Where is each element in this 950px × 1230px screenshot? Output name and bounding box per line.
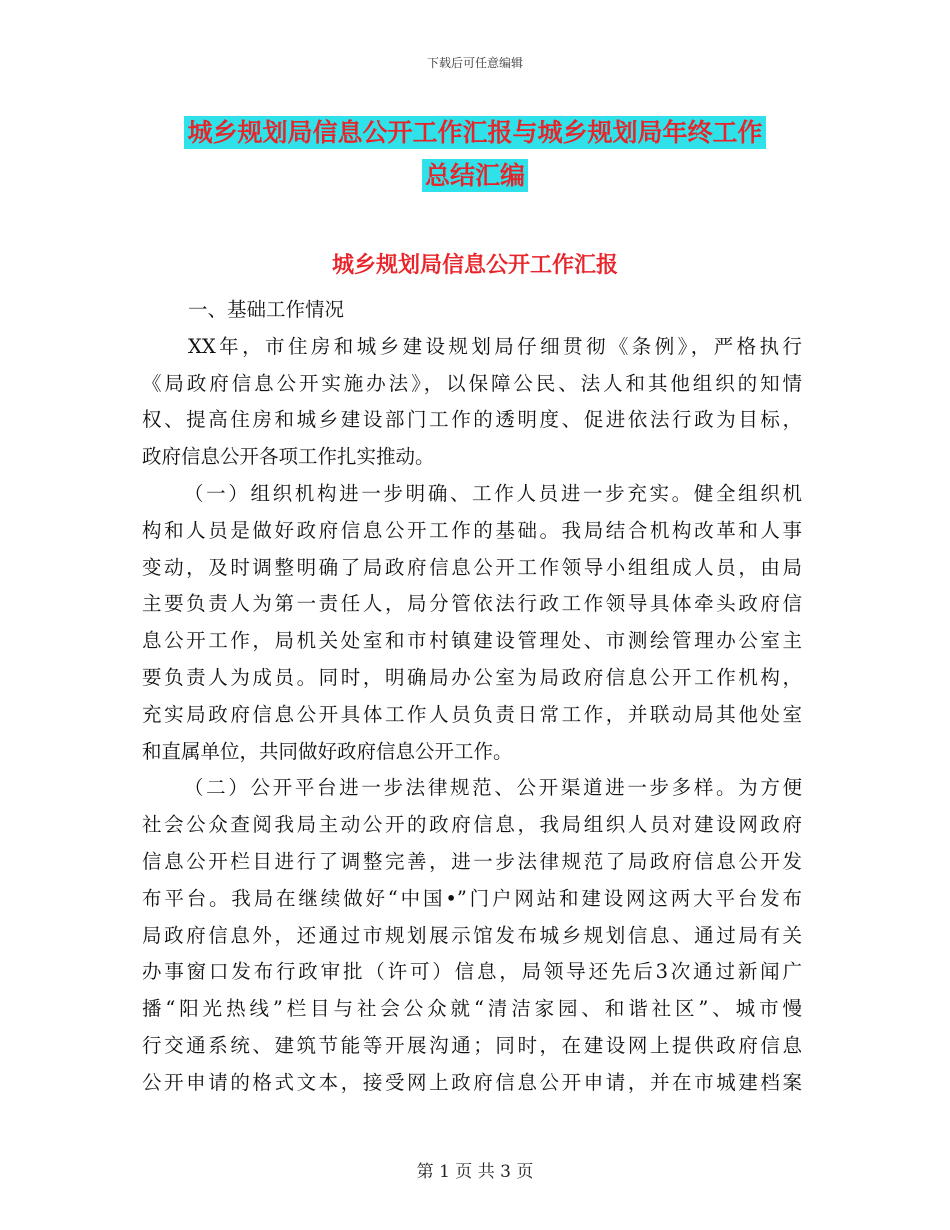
paragraph-platform (142, 770, 802, 1101)
paragraph-line: 办事窗口发布行政审批（许可）信息，局领导还先后3次通过新闻广 (142, 960, 802, 984)
page-footer: 第 1 页 共 3 页 (416, 1162, 534, 1182)
heading-line: 一、基础工作情况 (188, 298, 345, 321)
document-title-line-1 (0, 113, 950, 149)
header-note: 下载后可任意编辑 (426, 56, 523, 70)
paragraph-line: 行交通系统、建筑节能等开展沟通；同时，在建设网上提供政府信息 (142, 1033, 802, 1057)
paragraph-line: 要负责人为成员。同时，明确局办公室为局政府信息公开工作机构， (142, 665, 802, 689)
paragraph-line: 播“阳光热线”栏目与社会公众就“清洁家园、和谐社区”、城市慢 (142, 997, 802, 1021)
paragraph-line: 社会公众查阅我局主动公开的政府信息，我局组织人员对建设网政府 (142, 813, 802, 837)
document-title-line-2 (0, 156, 950, 192)
paragraph-line: 息公开工作，局机关处室和市村镇建设管理处、市测绘管理办公室主 (142, 629, 802, 653)
paragraph-line: 和直属单位，共同做好政府信息公开工作。 (142, 739, 513, 763)
document-title-text-1: 城乡规划局信息公开工作汇报与城乡规划局年终工作 (184, 116, 765, 149)
paragraph-line: 《局政府信息公开实施办法》，以保障公民、法人和其他组织的知情 (142, 371, 802, 395)
paragraph-line: （二）公开平台进一步法律规范、公开渠道进一步多样。为方便 (184, 776, 802, 800)
paragraph-intro (142, 329, 802, 476)
paragraph-line: 公开申请的格式文本，接受网上政府信息公开申请，并在市城建档案 (142, 1070, 802, 1094)
paragraph-line: 局政府信息外，还通过市规划展示馆发布城乡规划信息、通过局有关 (142, 923, 802, 947)
document-title-text-2: 总结汇编 (422, 159, 528, 192)
paragraph-line: 布平台。我局在继续做好“中国•”门户网站和建设网这两大平台发布 (142, 886, 802, 910)
section-title: 城乡规划局信息公开工作汇报 (331, 252, 618, 278)
paragraph-line: （一）组织机构进一步明确、工作人员进一步充实。健全组织机 (184, 481, 802, 505)
paragraph-line: 主要负责人为第一责任人，局分管依法行政工作领导具体牵头政府信 (142, 592, 802, 616)
paragraph-line: 政府信息公开各项工作扎实推动。 (142, 445, 435, 469)
paragraph-line: 构和人员是做好政府信息公开工作的基础。我局结合机构改革和人事 (142, 518, 802, 542)
paragraph-organization (142, 476, 802, 770)
paragraph-line: 权、提高住房和城乡建设部门工作的透明度、促进依法行政为目标， (142, 408, 802, 432)
paragraph-line: 变动，及时调整明确了局政府信息公开工作领导小组组成人员，由局 (142, 555, 802, 579)
document-body (142, 292, 802, 1102)
paragraph-line: 信息公开栏目进行了调整完善，进一步法律规范了局政府信息公开发 (142, 849, 802, 873)
heading-basic-work (142, 292, 802, 329)
paragraph-line: XX年，市住房和城乡建设规划局仔细贯彻《条例》，严格执行 (188, 334, 802, 358)
paragraph-line: 充实局政府信息公开具体工作人员负责日常工作，并联动局其他处室 (142, 702, 802, 726)
